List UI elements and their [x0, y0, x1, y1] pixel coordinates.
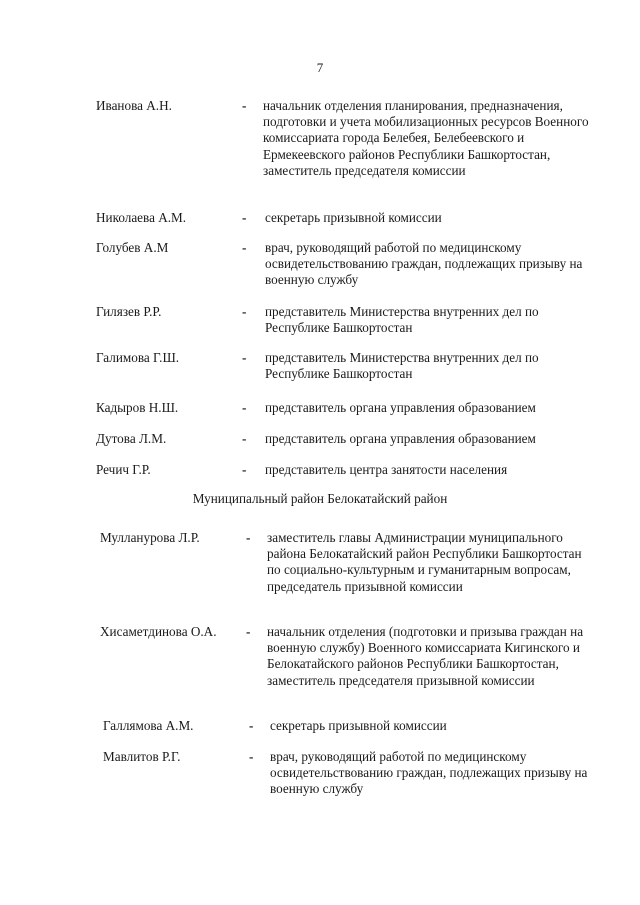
member-role: заместитель главы Администрации муниципального района Белокатайский район Республики Башкортостан по социально-культурным и гуманитарным вопросам, председатель призывной комиссии — [267, 530, 582, 594]
member-role: врач, руководящий работой по медицинскому освидетельствованию граждан, подлежащих призыву на военную службу — [270, 749, 588, 797]
page-number: 7 — [316, 60, 324, 75]
member-role: представитель органа управления образованием — [265, 431, 536, 446]
member-dash: - — [246, 624, 251, 639]
member-name: Хисаметдинова О.А. — [100, 624, 217, 639]
member-name: Николаева А.М. — [96, 210, 187, 225]
member-dash: - — [242, 240, 247, 255]
member-name: Речич Г.Р. — [96, 462, 151, 477]
member-dash: - — [242, 431, 247, 446]
member-name: Галлямова А.М. — [103, 718, 194, 733]
member-name: Голубев А.М — [96, 240, 169, 255]
member-dash: - — [242, 304, 247, 319]
member-role: представитель Министерства внутренних дел по Республике Башкортостан — [265, 350, 539, 382]
member-dash: - — [249, 718, 254, 733]
member-role: начальник отделения (подготовки и призыва граждан на военную службу) Военного комиссариата Кигинского и Белокатайского районов Республики Башкортостан, заместитель председателя призывной комиссии — [267, 624, 584, 688]
member-name: Иванова А.Н. — [96, 98, 172, 113]
member-role: секретарь призывной комиссии — [265, 210, 442, 225]
member-dash: - — [242, 210, 247, 225]
member-dash: - — [246, 530, 251, 545]
member-name: Гилязев Р.Р. — [96, 304, 162, 319]
member-dash: - — [242, 98, 247, 113]
member-name: Кадыров Н.Ш. — [96, 400, 179, 415]
member-name: Мулланурова Л.Р. — [100, 530, 200, 545]
member-role: представитель центра занятости населения — [265, 462, 508, 477]
member-dash: - — [242, 400, 247, 415]
member-role: представитель органа управления образованием — [265, 400, 536, 415]
section-title: Муниципальный район Белокатайский район — [192, 491, 448, 506]
member-name: Мавлитов Р.Г. — [103, 749, 181, 764]
member-name: Галимова Г.Ш. — [96, 350, 180, 365]
member-role: представитель Министерства внутренних дел по Республике Башкортостан — [265, 304, 539, 336]
member-role: врач, руководящий работой по медицинскому освидетельствованию граждан, подлежащих призыву на военную службу — [265, 240, 583, 288]
member-dash: - — [242, 462, 247, 477]
member-dash: - — [249, 749, 254, 764]
member-role: секретарь призывной комиссии — [270, 718, 447, 733]
member-dash: - — [242, 350, 247, 365]
member-role: начальник отделения планирования, предназначения, подготовки и учета мобилизационных ресурсов Военного комиссариата города Белебея, Белебеевского и Ермекеевского районов Республики Башкортостан, заместитель председателя комиссии — [263, 98, 589, 178]
member-name: Дутова Л.М. — [96, 431, 167, 446]
